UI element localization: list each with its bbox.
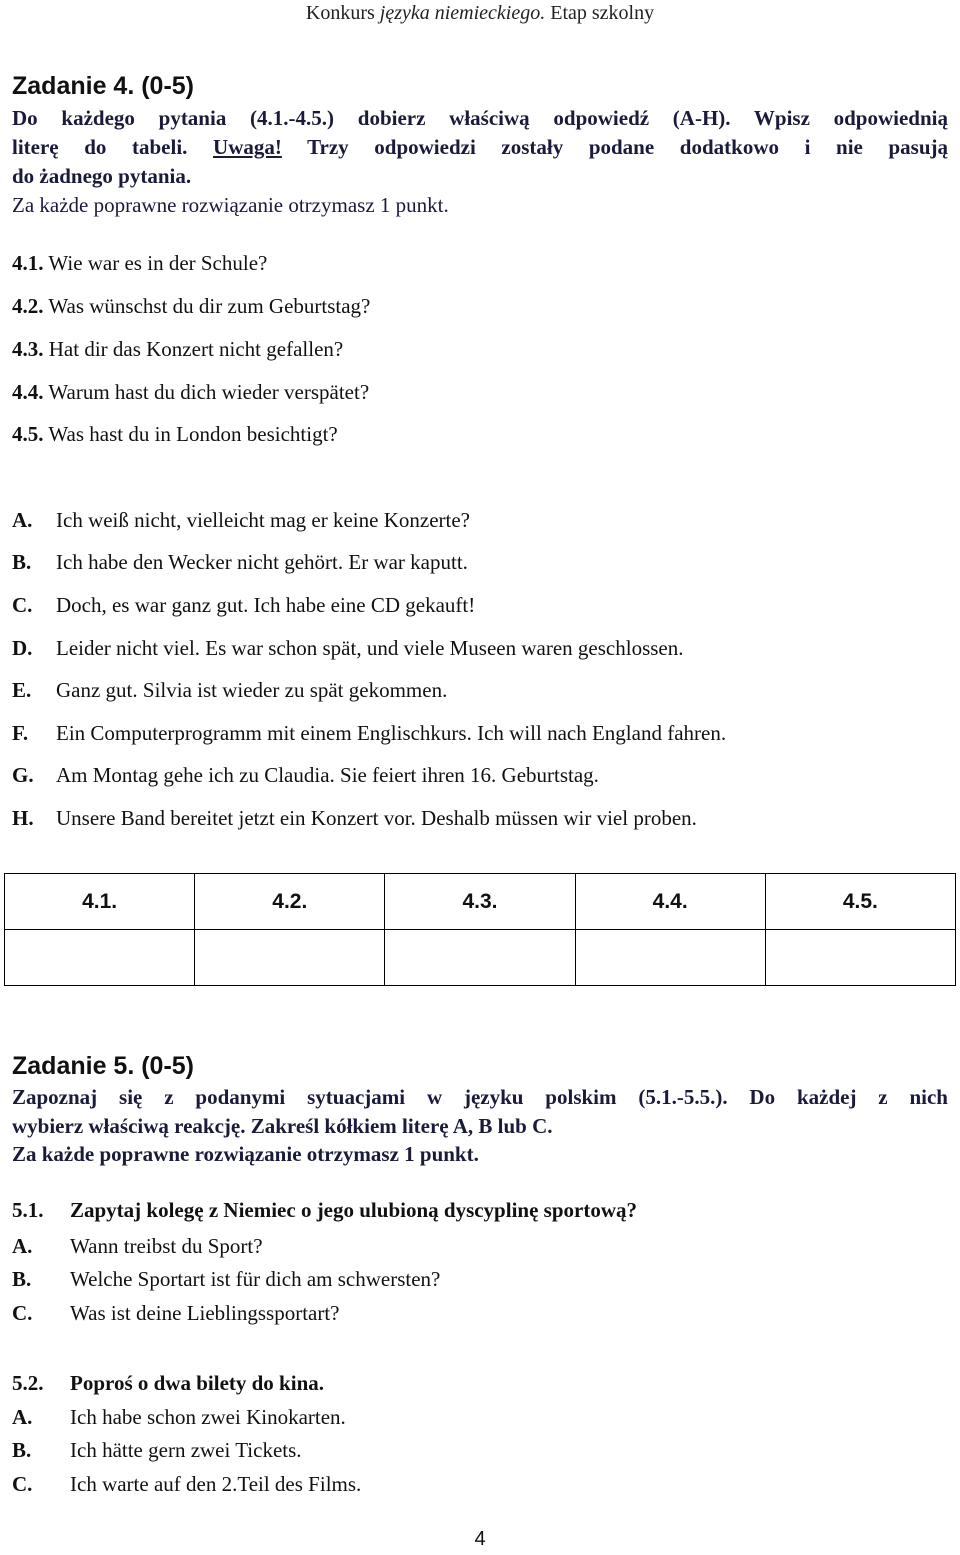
option-text: Wann treibst du Sport?	[70, 1234, 263, 1258]
option-5-1-b[interactable]	[12, 1267, 440, 1292]
task5-points: Za każde poprawne rozwiązanie otrzymasz 1 punkt.	[12, 1142, 479, 1166]
question-text: Was wünschst du dir zum Geburtstag?	[48, 294, 371, 318]
answer-table-header: 4.4.	[575, 874, 765, 930]
option-letter: B.	[12, 1267, 32, 1291]
answer-cell-4-1[interactable]	[5, 930, 195, 986]
option-5-2-a[interactable]	[12, 1405, 346, 1430]
answer-table-header: 4.3.	[385, 874, 575, 930]
answer-cell-4-4[interactable]	[575, 930, 765, 986]
situation-5-2	[12, 1371, 324, 1396]
task4-points: Za każde poprawne rozwiązanie otrzymasz 1 punkt.	[12, 193, 449, 217]
answer-d	[12, 636, 684, 661]
situation-number: 5.2.	[12, 1371, 44, 1395]
answer-cell-4-3[interactable]	[385, 930, 575, 986]
question-number: 4.3.	[12, 337, 44, 361]
question-4-2	[12, 294, 370, 319]
page-number: 4	[474, 1528, 486, 1550]
question-number: 4.1.	[12, 251, 44, 275]
situation-prompt: Zapytaj kolegę z Niemiec o jego ulubioną dyscyplinę sportową?	[70, 1198, 637, 1222]
situation-5-1	[12, 1198, 637, 1223]
answer-text: Doch, es war ganz gut. Ich habe eine CD gekauft!	[56, 593, 476, 617]
answer-e	[12, 678, 447, 703]
question-text: Hat dir das Konzert nicht gefallen?	[48, 337, 344, 361]
task5-instructions	[12, 1083, 948, 1141]
answer-table-header-row	[5, 874, 956, 930]
situation-number: 5.1.	[12, 1198, 44, 1222]
task4-instr-line2	[12, 133, 948, 162]
answer-text: Leider nicht viel. Es war schon spät, und viele Museen waren geschlossen.	[56, 636, 684, 660]
answer-g	[12, 763, 599, 788]
answer-text: Ich weiß nicht, vielleicht mag er keine Konzerte?	[56, 508, 470, 532]
option-5-1-a[interactable]	[12, 1234, 263, 1259]
answer-a	[12, 508, 470, 533]
option-5-2-c[interactable]	[12, 1472, 361, 1497]
answer-b	[12, 550, 468, 575]
task4-title: Zadanie 4. (0-5)	[12, 72, 194, 100]
option-letter: A.	[12, 1234, 33, 1258]
option-text: Was ist deine Lieblingssportart?	[70, 1301, 340, 1325]
answer-c	[12, 593, 475, 618]
option-text: Welche Sportart ist für dich am schwersten?	[70, 1267, 441, 1291]
header-italic: języka niemieckiego.	[379, 2, 546, 24]
task4-instructions	[12, 104, 948, 191]
option-letter: C.	[12, 1301, 33, 1325]
option-5-1-c[interactable]	[12, 1301, 340, 1326]
task4-instr-line1: Do każdego pytania (4.1.-4.5.) dobierz właściwą odpowiedź (A-H). Wpisz odpowiednią	[12, 106, 948, 130]
question-4-4	[12, 380, 369, 405]
task4-instr-line3: do żadnego pytania.	[12, 164, 192, 188]
task5-instr-line1: Zapoznaj się z podanymi sytuacjami w języku polskim (5.1.-5.5.). Do każdej z nich	[12, 1085, 948, 1109]
answer-text: Am Montag gehe ich zu Claudia. Sie feiert ihren 16. Geburtstag.	[56, 763, 599, 787]
answer-table-header: 4.1.	[5, 874, 195, 930]
answer-h	[12, 806, 697, 831]
page-header	[0, 0, 960, 26]
option-text: Ich hätte gern zwei Tickets.	[70, 1438, 302, 1462]
question-text: Wie war es in der Schule?	[48, 251, 268, 275]
answer-f	[12, 721, 726, 746]
option-text: Ich habe schon zwei Kinokarten.	[70, 1405, 346, 1429]
task4-instr-line2-pre: literę do tabeli.	[12, 135, 214, 159]
situation-prompt: Poproś o dwa bilety do kina.	[70, 1371, 324, 1395]
answer-text: Ein Computerprogramm mit einem Englischkurs. Ich will nach England fahren.	[56, 721, 727, 745]
task4-instr-line2-post: Trzy odpowiedzi zostały podane dodatkowo i nie pasują	[281, 135, 948, 159]
option-letter: C.	[12, 1472, 33, 1496]
header-prefix: Konkurs	[305, 2, 380, 24]
answer-cell-4-2[interactable]	[195, 930, 385, 986]
answer-letter: F.	[12, 721, 29, 745]
question-4-5	[12, 422, 338, 447]
answer-letter: A.	[12, 508, 33, 532]
answer-table-header: 4.2.	[195, 874, 385, 930]
answer-text: Ich habe den Wecker nicht gehört. Er war kaputt.	[56, 550, 468, 574]
question-number: 4.4.	[12, 380, 44, 404]
option-text: Ich warte auf den 2.Teil des Films.	[70, 1472, 362, 1496]
answer-text: Ganz gut. Silvia ist wieder zu spät gekommen.	[56, 678, 448, 702]
answer-letter: H.	[12, 806, 34, 830]
answer-table-header: 4.5.	[765, 874, 955, 930]
option-5-2-b[interactable]	[12, 1438, 302, 1463]
answer-letter: C.	[12, 593, 33, 617]
answer-letter: E.	[12, 678, 32, 702]
answer-letter: G.	[12, 763, 34, 787]
header-suffix: Etap szkolny	[545, 2, 655, 24]
answer-letter: D.	[12, 636, 33, 660]
question-text: Was hast du in London besichtigt?	[48, 422, 338, 446]
option-letter: A.	[12, 1405, 33, 1429]
answer-letter: B.	[12, 550, 32, 574]
question-number: 4.2.	[12, 294, 44, 318]
answer-table-input-row	[5, 930, 956, 986]
question-text: Warum hast du dich wieder verspätet?	[48, 380, 370, 404]
question-number: 4.5.	[12, 422, 44, 446]
task5-title: Zadanie 5. (0-5)	[12, 1052, 194, 1080]
answer-table	[4, 873, 956, 986]
task4-instr-warning: Uwaga!	[213, 135, 282, 159]
question-4-3	[12, 337, 343, 362]
question-4-1	[12, 251, 267, 276]
answer-cell-4-5[interactable]	[765, 930, 955, 986]
option-letter: B.	[12, 1438, 32, 1462]
answer-text: Unsere Band bereitet jetzt ein Konzert vor. Deshalb müssen wir viel proben.	[56, 806, 697, 830]
task5-instr-line2: wybierz właściwą reakcję. Zakreśl kółkiem literę A, B lub C.	[12, 1114, 553, 1138]
